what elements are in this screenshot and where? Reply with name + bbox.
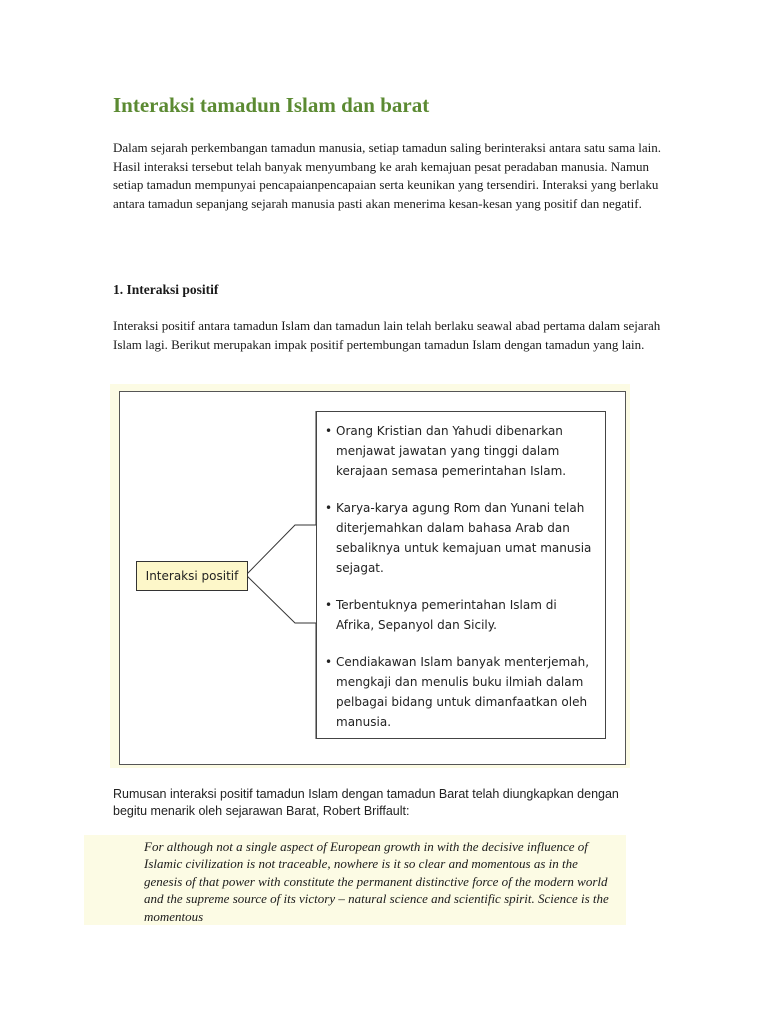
page-title: Interaksi tamadun Islam dan barat bbox=[113, 93, 430, 117]
section-heading: 1. Interaksi positif bbox=[113, 282, 219, 297]
intro-paragraph: Dalam sejarah perkembangan tamadun manusia, setiap tamadun saling berinteraksi antara satu sama lain. Hasil interaksi tersebut telah banyak menyumbang ke arah kemajuan pesat peradaban manusia. Namun setiap tamadun mempunyai pencapaianpencapaian serta keunikan yang tersendiri. Interaksi yang berlaku antara tamadun sepanjang sejarah manusia pasti akan menerima kesan-kesan yang positif dan negatif. bbox=[113, 140, 661, 211]
section-paragraph: Interaksi positif antara tamadun Islam dan tamadun lain telah berlaku seawal abad pertama dalam sejarah Islam lagi. Berikut merupakan impak positif pertembungan tamadun Islam dengan tamadun yang lain. bbox=[113, 318, 661, 352]
impact-list bbox=[325, 421, 597, 732]
impact-item: • Terbentuknya pemerintahan Islam di Afrika, Sepanyol dan Sicily. bbox=[325, 595, 597, 635]
impact-item: • Orang Kristian dan Yahudi dibenarkan menjawat jawatan yang tinggi dalam kerajaan semasa pemerintahan Islam. bbox=[325, 421, 597, 481]
figure-caption: Rumusan interaksi positif tamadun Islam dengan tamadun Barat telah diungkapkan dengan begitu menarik oleh sejarawan Barat, Robert Briffault: bbox=[113, 787, 619, 818]
impact-item: • Karya-karya agung Rom dan Yunani telah diterjemahkan dalam bahasa Arab dan sebaliknya untuk kemajuan umat manusia sejagat. bbox=[325, 498, 597, 578]
impact-list-box bbox=[316, 411, 606, 739]
briffault-quote: For although not a single aspect of European growth in with the decisive influence of Islamic civilization is not traceable, nowhere is it so clear and momentous as in the genesis of that power with constitute the permanent distinctive force of the modern world and the supreme source of its victory – natural science and scientific spirit. Science is the momentous bbox=[144, 839, 609, 924]
interaksi-positif-label: Interaksi positif bbox=[136, 561, 248, 591]
impact-item: • Cendiakawan Islam banyak menterjemah, mengkaji dan menulis buku ilmiah dalam pelbagai bidang untuk dimanfaatkan oleh manusia. bbox=[325, 652, 597, 732]
